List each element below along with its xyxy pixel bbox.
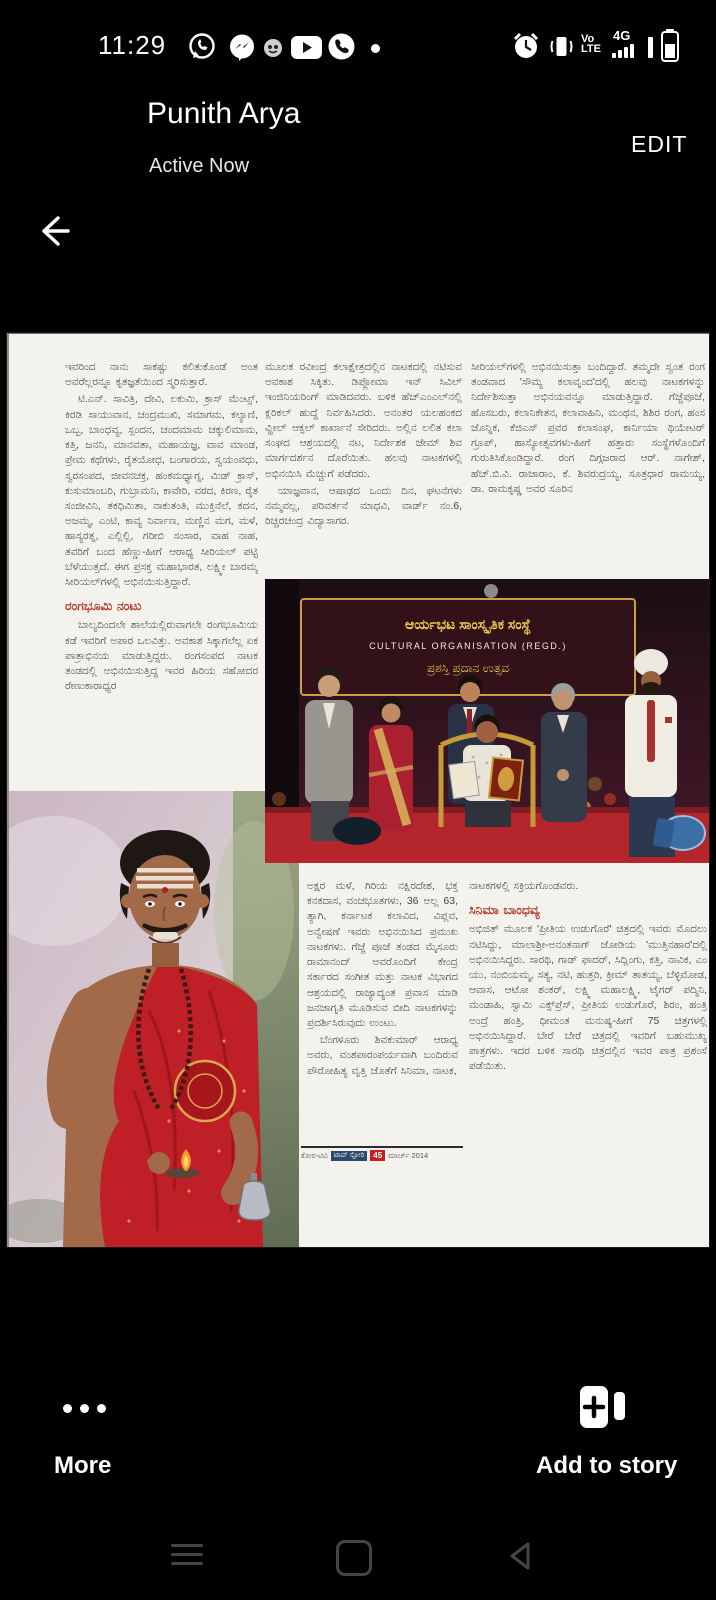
active-status: Active Now xyxy=(149,155,250,177)
article-column-5 xyxy=(469,879,707,1143)
edit-button[interactable]: EDIT xyxy=(631,131,688,157)
status-time: 11:29 xyxy=(98,30,167,60)
messenger-icon xyxy=(228,33,256,61)
paragraph: ಟಿ.ಎನ್. ಸಾವಿತ್ರಿ, ದೇವಿ, ಲಕುಮಿ, ಕ್ರಾಸ್ ಮೆಂಟ್ಸ್, ಕಿರಡಿ ಸಾಯುವಾನ, ಚಂದ್ರಮುಖಿ, ಸಮಾಗಮ, ಕಲ್ಯಾಣಿ, ಒಬ್ಬ, ಬಾಂಧವ್ಯ, ಸ್ಪಂದನ, ಚಂದಮಾಮ ಚಕ್ಕುಲಿಮಾಮ, ಕತ್ತಿ, ಜನನಿ, ಮಾನವತಾ, ಮಹಾಯಜ್ಞ, ವಾವ ಮಾಂಡ, ಪ್ರೇಮ ಕಥೆಗಳು, ರೈತಯೋಧ, ಬಂಗಾರಯ, ಸ್ವಯಂವಧು, ಸ್ವರಸಂಪದ, ಜೀವನಚಕ್ರ, ಹಂಕಮಧ್ಯಾಗ್ನ, ಮಿಡ್ ಕ್ರಾಸ್, ಕುಸುಮಾಂಬರಿ, ಗುಬ್ರಾಮನಿ, ಕಾವೇರಿ, ವರದ, ಕಿರಣ, ರೈತ ಸಂಜೀವಿನಿ, ತಕಧಿಮಿತಾ, ನಾಕುತಂತಿ, ಮುಕ್ತಿನೆಲೆ, ಕದನ, ಅಜಮ್ಮ, ಎಂಟಿ, ಕಾವ್ಯ ನಿರ್ವಾಣ, ಮಣ್ಣಿನ ಮಗ, ಮಳೆ, ಹಾಸ್ಯರತ್ನ, ಎಲ್ಲಿಲ್ಲಿ, ಗರೀಬಿ ಸಂಸಾರ, ವಾಹ ನಾಹ, ತವರಿಗೆ ಬಂದ ಹೆಣ್ಣು-ಹೀಗೆ ಆರಾಧ್ಯ ಸೀರಿಯಲ್ ಪಟ್ಟಿ ಬೆಳೆಯುತ್ತದೆ. ಈಗ ಪ್ರಸಕ್ತ ಮಹಾಭಾರತ, ಲಕ್ಷ್ಮೀ ಬಾರಮ್ಮ ಸೀರಿಯಲ್‌ಗಳಲ್ಲಿ ಅಭಿನಯಿಸುತ್ತಿದ್ದಾರೆ. xyxy=(65,393,258,589)
recents-button[interactable] xyxy=(171,1544,203,1568)
more-dots-icon xyxy=(63,1404,106,1413)
article-column-2 xyxy=(265,360,462,572)
app-notification-icon xyxy=(262,37,284,59)
header xyxy=(0,85,716,190)
add-to-story-label: Add to story xyxy=(536,1452,678,1479)
section-heading-cinema: ಸಿನಿಮಾ ಬಾಂಧವ್ಯ xyxy=(469,903,540,918)
section-heading-theatre: ರಂಗಭೂಮಿ ನಂಟು xyxy=(65,599,142,614)
paragraph: ಮೂಲಕ ರವೀಂದ್ರ ಕಲಾಕ್ಷೇತ್ರದಲ್ಲಿನ ನಾಟಕದಲ್ಲಿ ನಟಿಸುವ ಅವಕಾಶ ಸಿಕ್ಕಿತು. ಡಿಪ್ಲೋಮಾ ಇನ್ ಸಿವಿಲ್ ಇಂಜಿನಿಯರಿಂಗ್ ಮಾಡಿದವರು. ಬಳಿಕ ಹೆಚ್‌ಎಂಎಲ್‌ನಲ್ಲಿ ಕ್ಲರಿಕಲ್ ಹುದ್ದೆ ನಿರ್ವಹಿಸಿದರು. ಅನಂತರ ಯಲಹಂಕದ ವ್ಹೀಲ್ ಆಕ್ಸಲ್ ಕಾರ್ಖಾನೆ ಸೇರಿದರು. ಅಲ್ಲಿನ ಲಲಿತ ಕಲಾ ಸಂಘದ ಆಶ್ರಯದಲ್ಲಿ ನಟ, ನಿರ್ದೇಶಕ ಜೇಮ್ ಶಿವ ಮಾರ್ಗದರ್ಶನ ದೊರೆಯಿತು. ಹಲವು ನಾಟಕಗಳಲ್ಲಿ ಅಭಿನಯಿಸಿ ಮೆಚ್ಚುಗೆ ಪಡೆದರು. xyxy=(265,361,462,480)
article-column-4 xyxy=(307,879,458,1143)
overflow-dot-icon xyxy=(371,44,380,53)
paragraph: ಅಭಿಜಿತ್ ಮೂಲಕ 'ಪ್ರೀತಿಯ ಉಡುಗೊರೆ' ಚಿತ್ರದಲ್ಲಿ ಇವರು ಮೊದಲು ನಟಿಸಿದ್ದು, ಮಾಲಾಶ್ರೀ-ಅನಂತನಾಗ್ ಜೋಡಿಯ 'ಮುತ್ತಿನಹಾರ'ದಲ್ಲಿ ಅಭಿನಯಿಸಿದ್ದರು. ಸಾರಥಿ, ಗಾಡ್ ಫಾದರ್, ಸಿದ್ಲಿಂಗು, ಕತ್ತಿ, ನಾವಿಕ, ಎಂ ಯು, ನಂಬಿಯಮ್ಮ, ಸತ್ಯ, ನಟಿ, ಹುತ್ತರಿ, ಕ್ರೀಮ್ ತಾತಯ್ಯ, ಬೆಳ್ಳಿಮೋಡ, ಆವಾಸ, ಆಟೋ ಶಂಕರ್, ಲಕ್ಷ್ಮಿ ಮಹಾಲಕ್ಷ್ಮಿ, ಟೈಗರ್ ಪದ್ಮಿನಿ, ಮಂಡಾಹಿ, ಸ್ವಾಮಿ ಎಕ್ಸ್‌ಪ್ರೆಸ್, ಪ್ರೀತಿಯ ಉಡುಗೊರೆ, ಶಿರಂ, ಹಂತ್ರಿ ಅಂದ್ರೆ ಹಂತ್ರಿ, ಧೀಮಂತ ಮನುಷ್ಯ-ಹೀಗೆ 75 ಚಿತ್ರಗಳಲ್ಲಿ ಅಭಿನಯಿಸಿದ್ದಾರೆ. ಬೇರೆ ಬೇರೆ ಚಿತ್ರದಲ್ಲಿ ಇವರಿಗೆ ಬಹುಮುಖ್ಯ ಪಾತ್ರಗಳು. ಇದರ ಬಳಿಕ ಸಾರಥಿ ಚಿತ್ರದಲ್ಲಿನ ಇವರ ಪಾತ್ರ ಪ್ರಶಂಸೆ ಪಡೆಯಿತು. xyxy=(469,923,707,1073)
volte-indicator: Vo LTE xyxy=(581,33,601,55)
article-column-3 xyxy=(471,360,705,572)
add-to-story-icon xyxy=(578,1384,628,1432)
priest-portrait-photo xyxy=(9,791,299,1247)
newspaper-footer xyxy=(301,1146,463,1161)
status-bar xyxy=(0,0,716,80)
battery-icon xyxy=(660,28,680,62)
award-ceremony-photo xyxy=(265,579,709,863)
paragraph: ಇವರಿಂದ ನಾನು ಸಾಕಷ್ಟು ಕಲಿತುಕೊಂಡೆ ಅಂತ ಅವರೆಲ್ಲರನ್ನೂ ಕೃತಜ್ಞತೆಯಿಂದ ಸ್ಮರಿಸುತ್ತಾರೆ. xyxy=(65,361,258,389)
paragraph: ಯಾಜ್ಞವಾನ, ಆಷಾಢದ ಒಂದು ದಿನ, ಘಟನೆಗಳು ನಮ್ಮವಲ್ಲ, ಪರಿವರ್ತನೆ ಮಾಧವಿ, ವಾರ್ಡ್ ನಂ.6, ರಿಚ್ಚರಚಂದ್ರ ವಿದ್ಯಾಸಾಗರ. xyxy=(265,484,462,528)
banner-kannada-top: ಆರ್ಯಭಟ ಸಾಂಸ್ಕೃತಿಕ ಸಂಸ್ಥೆ xyxy=(405,616,531,632)
back-nav-button[interactable] xyxy=(504,1540,536,1572)
article-column-1 xyxy=(65,360,258,794)
add-to-story-button[interactable] xyxy=(532,1380,678,1490)
alarm-icon xyxy=(511,31,541,61)
paragraph: ಸೀರಿಯಲ್‌ಗಳಲ್ಲಿ ಅಭಿನಯಿಸುತ್ತಾ ಬಂದಿದ್ದಾರೆ. ತಮ್ಮದೇ ಸ್ವಂತ ರಂಗ ತಂಡವಾದ 'ಸೌಮ್ಯ ಕಲಾವೃಂದ'ದಲ್ಲಿ ಹಲವು ನಾಟಕಗಳನ್ನು ನಿರ್ದೇಶಿಸುತ್ತಾ ಅಭಿನಯವನ್ನೂ ಮಾಡುತ್ತಿದ್ದಾರೆ. ಗೆಜ್ಜೆಪೂಜೆ, ಹೊಸಬರು, ಕಲಾನಿಕೇತನ, ಕಲಾವಾಹಿನಿ, ಮಂಥನ, ಶಿಶಿರ ರಂಗ, ಹಂಸ ಜೊನ್ನಿಕ, ಕೆಜಿಎಸ್ ಪ್ರವರ ಕಲಾಸಂಘ, ಕಾರ್ನಿಯಾ ಥಿಯೇಟರ್ ಗ್ರೂಪ್, ಹಾಸ್ಯೋತ್ಸವಗಳು-ಹೀಗೆ ಹತ್ತಾರು ಸಂಸ್ಥೆಗಳೊಂದಿಗೆ ಗುರುತಿಸಿಕೊಂಡಿದ್ದಾರೆ. ರಂಗ ದಿಗ್ಗಜರಾದ ಆರ್. ನಾಗೇಶ್, ಹೆಚ್.ಬಿ.ವಿ. ರಾಜಾರಾಂ, ಕೆ. ಶಿವರುದ್ರಯ್ಯ, ಸೂತ್ರಧಾರ ರಾಮಯ್ಯ, ಡಾ. ರಾಮಕೃಷ್ಣ ಅವರ ಸೂರಿನ xyxy=(471,361,705,495)
footer-left-text: ಕೋರ-ಟಿವಿ xyxy=(301,1150,328,1160)
paragraph: ಅಕ್ಷರ ಮಳೆ, ಗಿರಿಯ ನಕ್ಷಿರದೇಶ, ಭಕ್ತ ಕನಕದಾಸ, ವಂಚಭೂತಗಳು, 36 ಅಲ್ಲ 63, ತ್ಯಾಗಿ, ಕರ್ನಾಟಕ ಕಲಾವಿದ, ವಿಪ್ಲವ, ಅನ್ವೇಷಣೆ ಇವರು ಅಭಿನಯಿಸಿದ ಪ್ರಮುಖ ನಾಟಕಗಳು. ಗೆಜ್ಜೆ ಪೂಜೆ ತಂಡದ ಮೈಸೂರು ರಾಮಾನಂದ್ ಅವರೊಂದಿಗೆ ಕೇಂದ್ರ ಸರ್ಕಾರದ ಸಂಗೀತ ಮತ್ತು ನಾಟಕ ವಿಭಾಗದ ಆಶ್ರಯದಲ್ಲಿ ರಾಜ್ಯಾದ್ಯಂತ ಪ್ರವಾಸ ಮಾಡಿ ಜನಜಾಗೃತಿ ಮೂಡಿಸುವ ಬೀದಿ ನಾಟಕಗಳನ್ನು ಪ್ರದರ್ಶಿಸಿರುವುದು ಉಂಟು. xyxy=(307,880,458,1029)
android-nav-bar xyxy=(0,1530,716,1600)
more-button[interactable] xyxy=(54,1390,134,1490)
story-actions xyxy=(0,1380,716,1490)
banner-english-line: CULTURAL ORGANISATION (REGD.) xyxy=(369,641,567,651)
newspaper-image[interactable] xyxy=(7,333,709,1247)
paragraph: ಬೆಂಗಳೂರು ಶಿವಕುಮಾರ್ ಆರಾಧ್ಯ ಅವರು, ವಂಶಪಾರಂಪರ್ಯವಾಗಿ ಬಂದಿರುವ ಪೌರೋಹಿತ್ಯ ವೃತ್ತಿ ಜೊತೆಗೆ ಸಿನಿಮಾ, ನಾಟಕ, xyxy=(307,1034,458,1077)
whatsapp-icon xyxy=(186,31,217,62)
contact-name: Punith Arya xyxy=(147,97,301,130)
home-button[interactable] xyxy=(336,1540,372,1576)
footer-tag: ಟಾಪ್ ಸ್ಟೋರಿ xyxy=(331,1151,367,1161)
signal-bar2-icon xyxy=(648,37,653,58)
paragraph: ನಾಟಕಗಳಲ್ಲಿ ಸಕ್ರಿಯಗೊಂಡವರು. xyxy=(469,880,579,892)
footer-date: ಮಾರ್ಚ್ 2014 xyxy=(388,1150,429,1160)
signal-bars-icon xyxy=(612,44,634,58)
footer-page-number: 45 xyxy=(370,1150,385,1161)
paragraph: ಬಾಲ್ಯದಿಂದಲೇ ಶಾಲೆಯಲ್ಲಿರುವಾಗಲೇ ರಂಗಭೂಮಿಯ ಕಡೆ ಇವರಿಗೆ ಅಪಾರ ಒಲವಿತ್ತು. ಅವಕಾಶ ಸಿಕ್ಕಾಗಲೆಲ್ಲ ಏಕ ಪಾತ್ರಾಭಿನಯ ಮಾಡುತ್ತಿದ್ದರು. ರಂಗಸಂಪದ ನಾಟಕ ತಂಡದಲ್ಲಿ ಅಭಿನಯಿಸುತ್ತಿದ್ದ ಇವರ ಹಿರಿಯ ಸಹೋದರ ರೇಣುಕಾರಾಧ್ಯರ xyxy=(65,619,258,693)
call-icon xyxy=(326,31,357,62)
back-button[interactable] xyxy=(34,212,72,250)
vibrate-icon xyxy=(548,33,575,60)
more-label: More xyxy=(54,1452,112,1479)
youtube-icon xyxy=(291,36,322,59)
banner-kannada-bottom: ಪ್ರಶಸ್ತಿ ಪ್ರದಾನ ಉತ್ಸವ xyxy=(426,661,510,675)
network-type-label: 4G xyxy=(613,28,631,43)
